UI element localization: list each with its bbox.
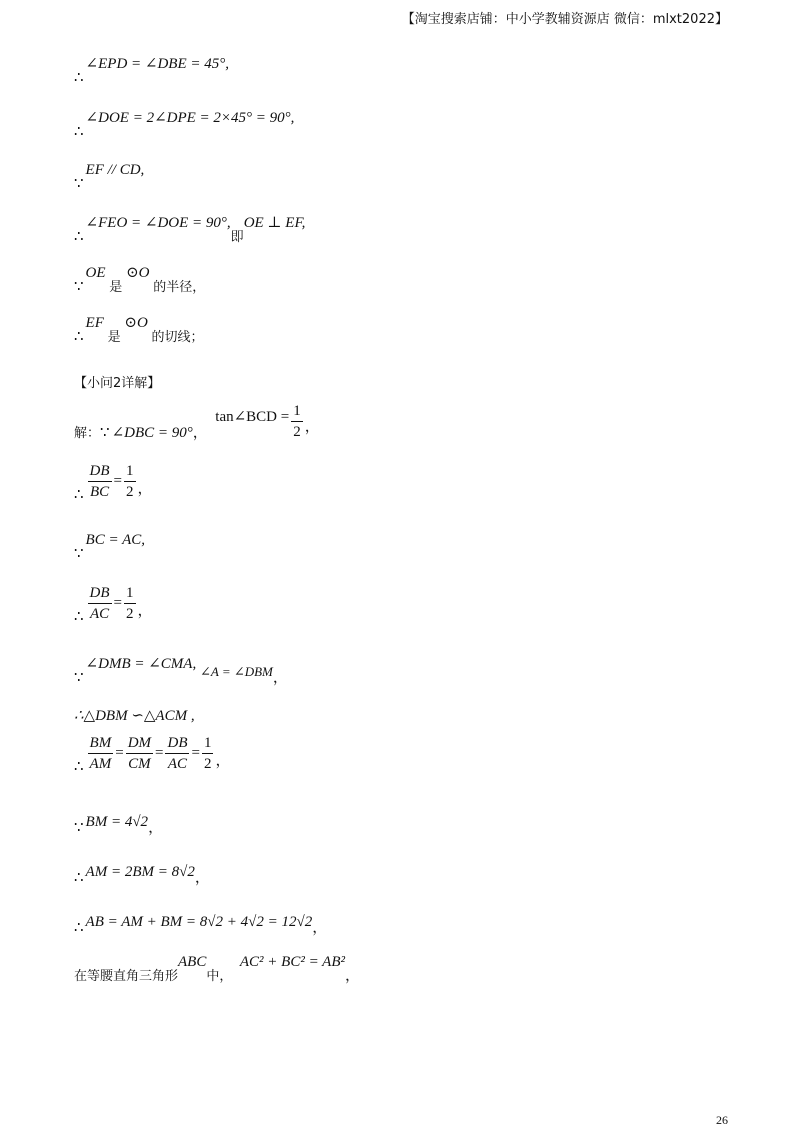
proof-line-10: ∴ $\frac{DB}{AC}$ = $\frac{1}{2}$ ， (74, 585, 153, 625)
equation-4: ∠FEO = ∠DOE = 90°, (85, 215, 231, 231)
equation-9: BC = AC, (85, 532, 145, 548)
therefore-symbol: ∴ (74, 329, 84, 345)
fraction-db-bc: $\frac{DB}{BC}$ (89, 463, 110, 500)
equation-7b: tan∠BCD = (215, 408, 290, 425)
text-in: 中， (206, 969, 233, 984)
proof-line-17: 在等腰直角三角形ABC中， AC² + BC² = AB²， (74, 954, 361, 984)
proof-line-7: 解：∵ ∠DBC = 90°， tan∠BCD = $\frac{1}{2}$ ， (74, 403, 320, 441)
proof-line-12: ∴△DBM ∽△ACM , (74, 708, 195, 724)
proof-line-9 (74, 532, 145, 562)
therefore-symbol: ∴ (74, 870, 84, 886)
therefore-symbol: ∴ (74, 124, 84, 140)
comma: ， (192, 424, 208, 441)
equation-17: AC² + BC² = AB² (239, 954, 345, 970)
therefore-symbol: ∴ (74, 70, 84, 86)
segment-oe: OE (85, 265, 106, 281)
equation-3: EF // CD, (85, 162, 145, 178)
proof-line-11: ∵∠DMB = ∠CMA, ∠A = ∠DBM， (74, 656, 288, 686)
therefore-symbol: ∴ (74, 758, 84, 775)
circle-o: ⊙O (124, 315, 148, 331)
because-symbol: ∵ (74, 279, 84, 295)
triangle-abc: ABC (178, 954, 207, 970)
therefore-symbol: ∴ (74, 229, 84, 245)
page-header: 【淘宝搜索店铺：中小学教辅资源店 微信：mlxt2022】 (401, 12, 728, 27)
proof-line-13: ∴ $\frac{BM}{AM}$ = $\frac{DM}{CM}$ = $\frac{DB}{AC}$ = $\frac{1}{2}$ ， (74, 735, 231, 775)
equation-11b: ∠A = ∠DBM (199, 664, 273, 679)
proof-line-14: ∵ BM = 4√2， (74, 814, 164, 836)
proof-line-2 (74, 110, 295, 140)
proof-line-15: ∴ AM = 2BM = 8√2， (74, 864, 210, 886)
segment-ef: EF (85, 315, 104, 331)
page-number: 26 (716, 1113, 728, 1127)
fraction-db-ac: $\frac{DB}{AC}$ (167, 735, 188, 772)
because-symbol: ∵ (74, 670, 84, 686)
text-is: 是 (107, 330, 121, 345)
text-is: 是 (109, 280, 123, 295)
equals: = (113, 472, 123, 489)
text-solution: 解： (74, 425, 101, 441)
circle-o: ⊙O (126, 265, 150, 281)
equation-1: ∠EPD = ∠DBE = 45°, (85, 56, 229, 72)
text-radius: 的半径， (153, 280, 206, 295)
section-heading-2: 【小问2详解】 (74, 376, 161, 391)
proof-line-8: ∴ $\frac{DB}{BC}$ = $\frac{1}{2}$ ， (74, 463, 153, 503)
equation-4b: OE ⊥ EF, (243, 215, 306, 231)
equation-15: AM = 2BM = 8√2 (85, 864, 195, 880)
proof-line-16: ∴ AB = AM + BM = 8√2 + 4√2 = 12√2， (74, 914, 328, 936)
proof-line-6 (74, 315, 204, 345)
because-symbol: ∵ (74, 820, 84, 836)
fraction-one-half: $\frac{1}{2}$ (126, 463, 134, 500)
fraction-bm-am: $\frac{BM}{AM}$ (89, 735, 112, 772)
proof-line-3 (74, 162, 145, 192)
text-tangent: 的切线； (151, 330, 204, 345)
fraction-one-half: $\frac{1}{2}$ (293, 403, 301, 440)
because-symbol: ∵ (74, 176, 84, 192)
proof-line-5 (74, 265, 206, 295)
therefore-symbol: ∴ (74, 486, 84, 503)
proof-line-1 (74, 56, 229, 86)
fraction-db-ac: $\frac{DB}{AC}$ (89, 585, 110, 622)
equation-14: BM = 4√2 (85, 814, 149, 830)
text-namely: 即 (230, 230, 244, 245)
because-symbol: ∵ (100, 424, 110, 441)
proof-line-4 (74, 215, 306, 245)
because-symbol: ∵ (74, 546, 84, 562)
fraction-one-half: $\frac{1}{2}$ (126, 585, 134, 622)
therefore-symbol: ∴ (74, 920, 84, 936)
fraction-dm-cm: $\frac{DM}{CM}$ (127, 735, 152, 772)
therefore-symbol: ∴ (74, 608, 84, 625)
equation-7a: ∠DBC = 90° (111, 424, 193, 441)
equation-16: AB = AM + BM = 8√2 + 4√2 = 12√2 (85, 914, 313, 930)
text-isosceles-right-triangle: 在等腰直角三角形 (74, 969, 179, 984)
equation-2: ∠DOE = 2∠DPE = 2×45° = 90°, (85, 110, 295, 126)
equation-11a: ∠DMB = ∠CMA, (85, 656, 197, 672)
fraction-one-half: $\frac{1}{2}$ (203, 735, 212, 772)
